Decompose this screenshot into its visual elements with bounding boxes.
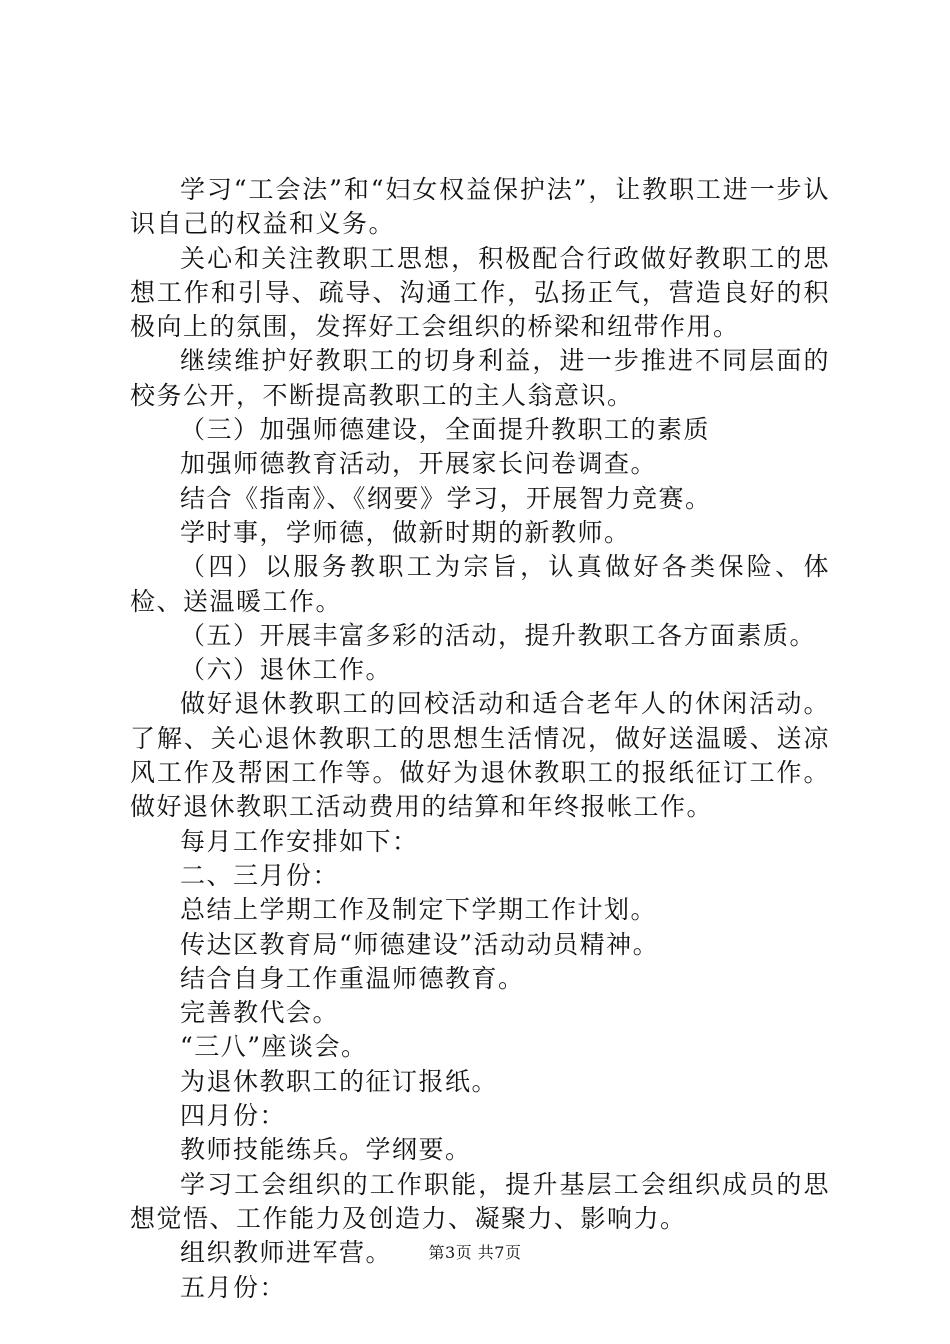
month-heading: 四月份： — [180, 1101, 287, 1131]
paragraph: 关心和关注教职工思想，积极配合行政做好教职工的思想工作和引导、疏导、沟通工作，弘扬正气，营造良好的积极向上的氛围，发挥好工会组织的桥梁和纽带作用。 — [130, 243, 830, 342]
month-heading: 二、三月份： — [180, 860, 340, 890]
section-heading: （三）加强师德建设，全面提升教职工的素质 — [180, 415, 711, 445]
section-heading: （五）开展丰富多彩的活动，提升教职工各方面素质。 — [180, 620, 817, 650]
paragraph: 继续维护好教职工的切身利益，进一步推进不同层面的校务公开，不断提高教职工的主人翁意识。 — [130, 346, 830, 410]
list-item: 教师技能练兵。学纲要。 — [180, 1135, 472, 1165]
list-item: 完善教代会。 — [180, 998, 340, 1028]
month-heading: 五月份： — [180, 1272, 287, 1302]
list-item: 为退休教职工的征订报纸。 — [180, 1066, 499, 1096]
list-item: 组织教师进军营。 — [180, 1238, 393, 1268]
paragraph: 结合《指南》、《纲要》学习，开展智力竞赛。 — [180, 483, 712, 513]
paragraph: 每月工作安排如下： — [180, 826, 419, 856]
list-item: 总结上学期工作及制定下学期工作计划。 — [180, 895, 658, 925]
paragraph: 加强师德教育活动，开展家长问卷调查。 — [180, 449, 658, 479]
section-heading: （六）退休工作。 — [180, 655, 393, 685]
list-item: “三八”座谈会。 — [180, 1032, 368, 1062]
document-body — [130, 173, 830, 1305]
paragraph: 学习“工会法”和“妇女权益保护法”，让教职工进一步认识自己的权益和义务。 — [130, 175, 830, 239]
list-item: 学习工会组织的工作职能，提升基层工会组织成员的思想觉悟、工作能力及创造力、凝聚力、影响力。 — [130, 1169, 830, 1233]
paragraph: 做好退休教职工的回校活动和适合老年人的休闲活动。了解、关心退休教职工的思想生活情况，做好送温暖、送凉风工作及帮困工作等。做好为退休教职工的报纸征订工作。做好退休教职工活动费用的结算和年终报帐工作。 — [130, 689, 830, 822]
section-heading: （四）以服务教职工为宗旨，认真做好各类保险、体检、送温暖工作。 — [130, 552, 830, 616]
page-footer — [0, 1243, 950, 1263]
list-item: 结合自身工作重温师德教育。 — [180, 963, 525, 993]
page-number-label: 第3页 共7页 — [428, 1243, 522, 1262]
paragraph: 学时事，学师德，做新时期的新教师。 — [180, 517, 631, 547]
list-item: 传达区教育局“师德建设”活动动员精神。 — [180, 929, 660, 959]
